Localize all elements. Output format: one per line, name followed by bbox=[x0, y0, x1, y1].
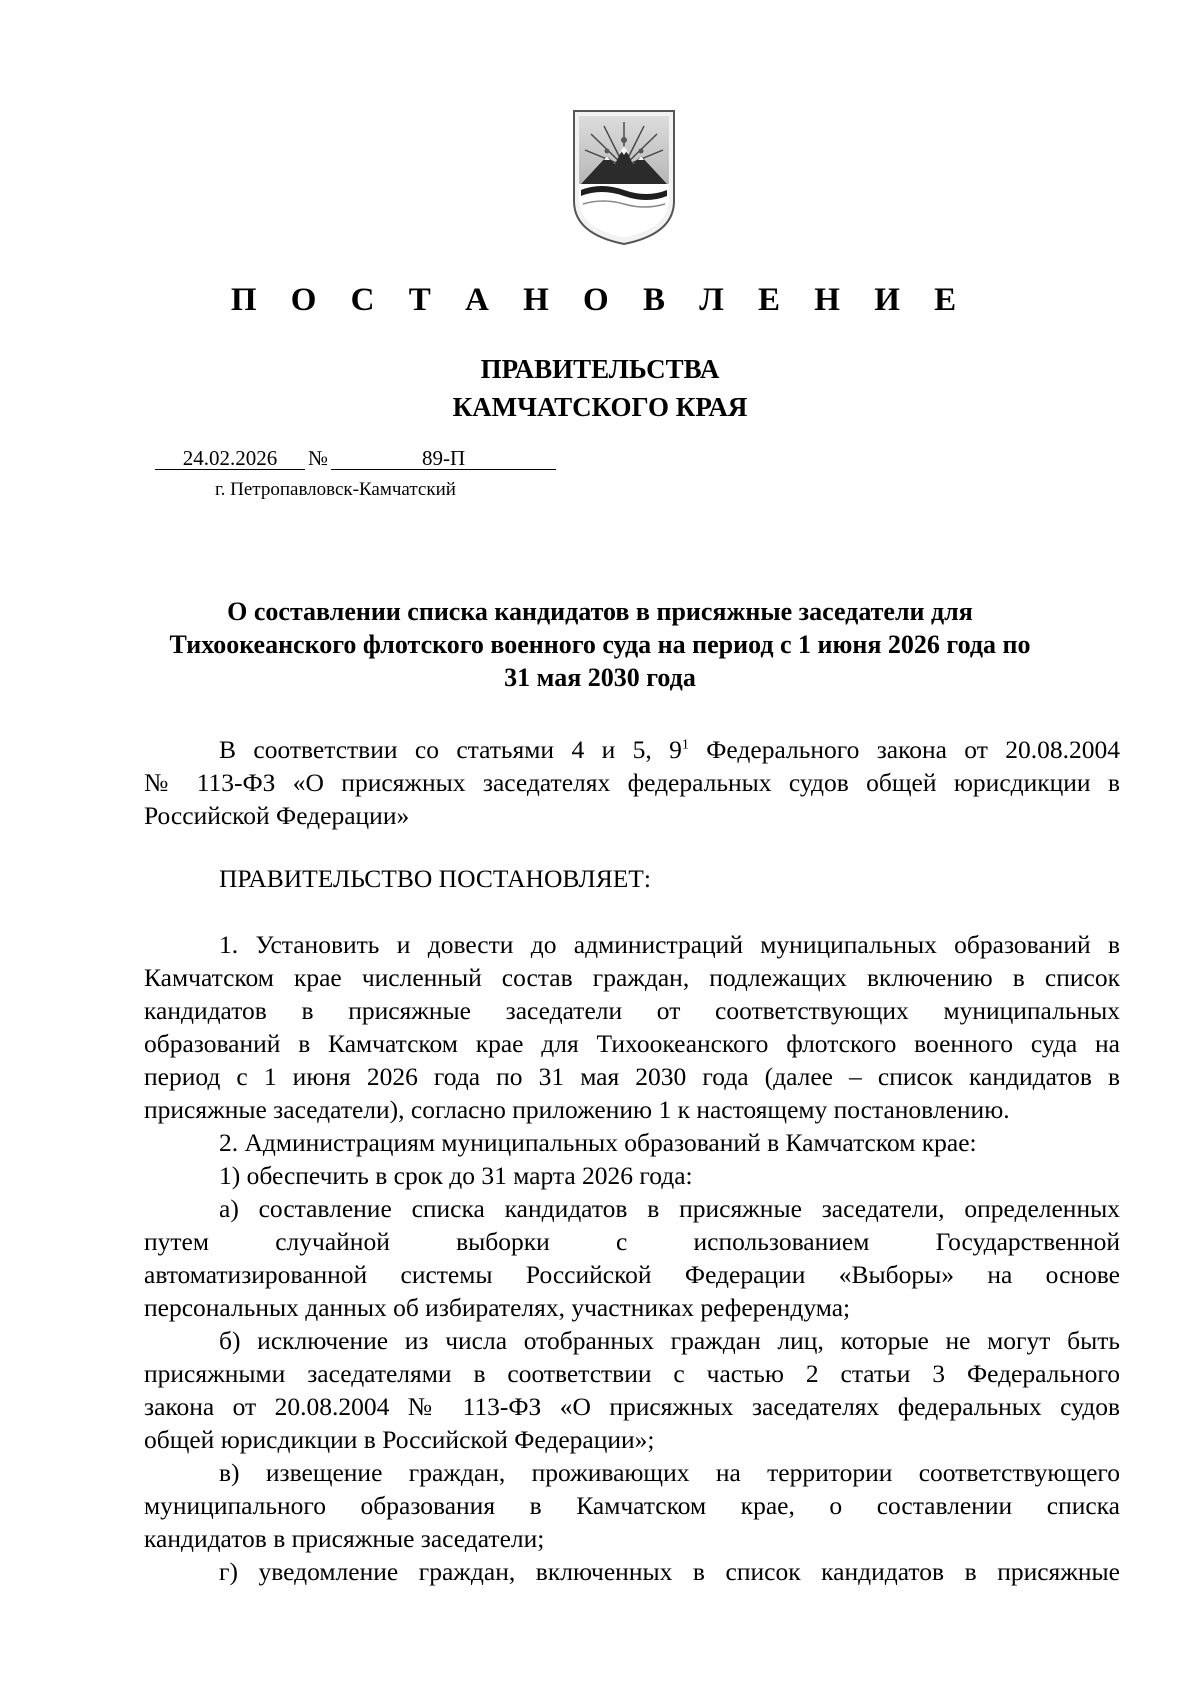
number-sign: № bbox=[308, 446, 329, 470]
preamble-text: Федерального закона от 20.08.2004 bbox=[688, 735, 1120, 764]
body-line: автоматизированной системы Российской Федерации «Выборы» на основе bbox=[144, 1260, 1120, 1289]
coat-of-arms-icon bbox=[569, 106, 679, 246]
document-subject bbox=[130, 595, 1070, 694]
preamble-line: № 113-ФЗ «О присяжных заседателях федеральных судов общей юрисдикции в bbox=[144, 768, 1120, 797]
body-line: присяжными заседателями в соответствии с частью 2 статьи 3 Федерального bbox=[144, 1359, 1120, 1388]
document-body bbox=[144, 928, 1120, 1588]
body-line: 1. Установить и довести до администраций муниципальных образований в bbox=[219, 930, 1120, 959]
body-line: 2. Администрациям муниципальных образований в Камчатском крае: bbox=[219, 1128, 977, 1157]
body-line: в) извещение граждан, проживающих на территории соответствующего bbox=[219, 1458, 1120, 1487]
body-line: образований в Камчатском крае для Тихоокеанского флотского военного суда на bbox=[144, 1029, 1120, 1058]
body-line: общей юрисдикции в Российской Федерации»; bbox=[144, 1425, 655, 1454]
body-line: муниципального образования в Камчатском крае, о составлении списка bbox=[144, 1491, 1120, 1520]
body-line: 1) обеспечить в срок до 31 марта 2026 года: bbox=[219, 1161, 693, 1190]
body-line: а) составление списка кандидатов в присяжные заседатели, определенных bbox=[219, 1194, 1120, 1223]
body-line: кандидатов в присяжные заседатели; bbox=[144, 1524, 545, 1553]
body-line: б) исключение из числа отобранных граждан лиц, которые не могут быть bbox=[219, 1326, 1120, 1355]
body-line: кандидатов в присяжные заседатели от соответствующих муниципальных bbox=[144, 996, 1120, 1025]
document-city: г. Петропавловск-Камчатский bbox=[215, 479, 456, 500]
authority-line-1: ПРАВИТЕЛЬСТВА bbox=[480, 354, 720, 384]
body-line: г) уведомление граждан, включенных в список кандидатов в присяжные bbox=[219, 1557, 1120, 1586]
document-number: 89-П bbox=[331, 445, 556, 470]
authority-line-2: КАМЧАТСКОГО КРАЯ bbox=[452, 392, 748, 422]
body-line: период с 1 июня 2026 года по 31 мая 2030 года (далее – список кандидатов в bbox=[144, 1062, 1120, 1091]
body-line: Камчатском крае численный состав граждан, подлежащих включению в список bbox=[144, 963, 1120, 992]
preamble-line: Российской Федерации» bbox=[144, 801, 410, 830]
body-line: присяжные заседатели), согласно приложению 1 к настоящему постановлению. bbox=[144, 1095, 1010, 1124]
body-line: персональных данных об избирателях, участниках референдума; bbox=[144, 1293, 851, 1322]
body-line: закона от 20.08.2004 № 113-ФЗ «О присяжных заседателях федеральных судов bbox=[144, 1392, 1120, 1421]
subject-line: О составлении списка кандидатов в присяжные заседатели для bbox=[227, 597, 973, 626]
body-line: путем случайной выборки с использованием Государственной bbox=[144, 1227, 1120, 1256]
subject-line: 31 мая 2030 года bbox=[504, 663, 696, 692]
subject-line: Тихоокеанского флотского военного суда на период с 1 июня 2026 года по bbox=[169, 630, 1031, 659]
superscript: 1 bbox=[681, 737, 689, 753]
preamble-line bbox=[144, 733, 1120, 766]
document-date-number bbox=[155, 445, 556, 471]
document-type-title: П О С Т А Н О В Л Е Н И Е bbox=[230, 282, 970, 318]
issuing-authority bbox=[0, 350, 1200, 426]
document-date: 24.02.2026 bbox=[155, 445, 305, 470]
preamble-text: В соответствии со статьями 4 и 5, 9 bbox=[219, 735, 682, 764]
decree-statement: ПРАВИТЕЛЬСТВО ПОСТАНОВЛЯЕТ: bbox=[219, 864, 651, 893]
preamble bbox=[144, 733, 1120, 832]
